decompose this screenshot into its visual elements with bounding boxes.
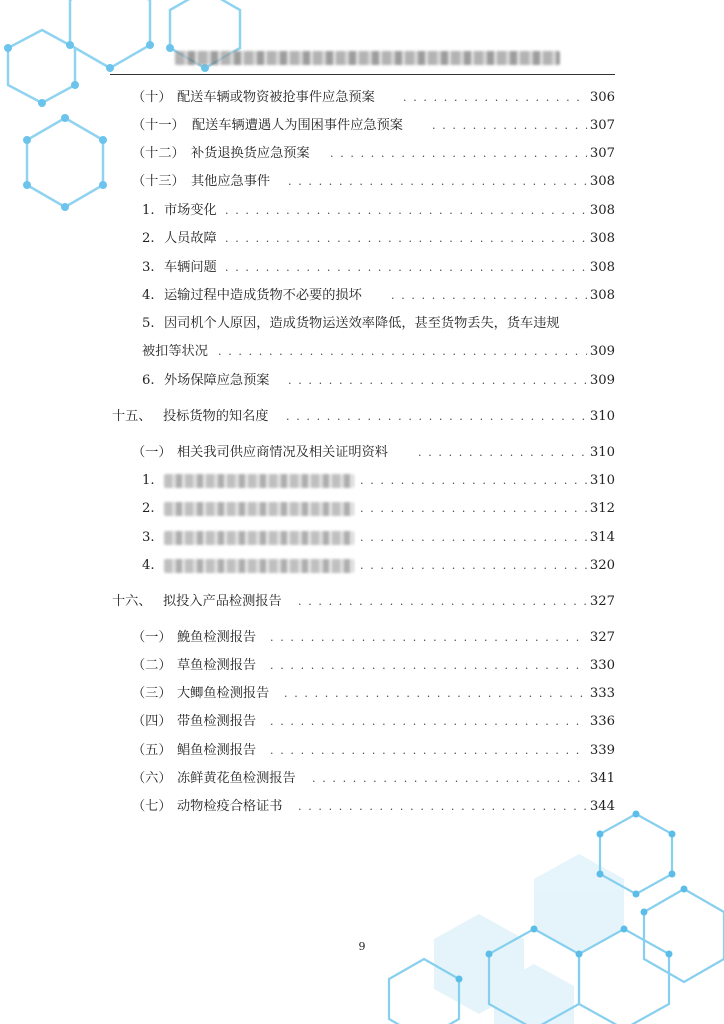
toc-entry[interactable] xyxy=(0,313,724,335)
toc-entry-page: 309 xyxy=(589,373,615,388)
toc-entry-title: 人员故障 xyxy=(164,231,217,246)
toc-entry-number: 十五、 xyxy=(112,409,152,424)
toc-entry[interactable] xyxy=(0,370,724,392)
toc-leader-dots xyxy=(288,370,587,392)
toc-entry-number: （二） xyxy=(132,658,172,673)
toc-entry[interactable] xyxy=(0,498,724,520)
toc-entry-title: 草鱼检测报告 xyxy=(177,658,257,673)
toc-leader-dots xyxy=(418,442,587,464)
toc-entry-title: 相关我司供应商情况及相关证明资料 xyxy=(177,445,388,460)
toc-entry-page: 320 xyxy=(589,558,615,573)
toc-entry-number: 十六、 xyxy=(112,594,152,609)
toc-entry-number: （十三） xyxy=(132,174,185,189)
toc-entry[interactable] xyxy=(0,555,724,577)
toc-entry[interactable] xyxy=(0,655,724,677)
toc-entry-number: （三） xyxy=(132,686,172,701)
toc-entry-title: 车辆问题 xyxy=(164,260,217,275)
toc-leader-dots xyxy=(225,257,587,279)
toc-leader-dots xyxy=(270,655,587,677)
toc-entry-number: 1. xyxy=(142,473,155,488)
header-rule xyxy=(110,74,615,75)
toc-entry-title: 外场保障应急预案 xyxy=(164,373,270,388)
toc-leader-dots xyxy=(360,527,587,549)
toc-entry-title: 大鲫鱼检测报告 xyxy=(177,686,270,701)
toc-leader-dots xyxy=(270,627,587,649)
toc-section[interactable] xyxy=(0,591,724,613)
toc-entry[interactable] xyxy=(0,171,724,193)
toc-entry-page: 330 xyxy=(589,658,615,673)
toc-entry-page: 307 xyxy=(589,118,615,133)
toc-entry-title: 被扣等状况 xyxy=(142,344,208,359)
toc-entry[interactable] xyxy=(0,527,724,549)
toc-leader-dots xyxy=(225,228,587,250)
toc-entry-title: 投标货物的知名度 xyxy=(163,409,269,424)
toc-entry-title: 配送车辆遭遇人为围困事件应急预案 xyxy=(192,118,403,133)
toc-entry[interactable] xyxy=(0,627,724,649)
toc-section[interactable] xyxy=(0,406,724,428)
toc-leader-dots xyxy=(432,115,587,137)
toc-entry-page: 327 xyxy=(589,630,615,645)
toc-entry-title: 拟投入产品检测报告 xyxy=(163,594,282,609)
toc-entry-number: 1. xyxy=(142,203,155,218)
toc-entry-number: （十一） xyxy=(132,118,185,133)
toc-entry-page: 310 xyxy=(589,473,615,488)
toc-entry-title: 动物检疫合格证书 xyxy=(177,799,283,814)
toc-entry-page: 344 xyxy=(589,799,615,814)
toc-entry[interactable] xyxy=(0,442,724,464)
toc-entry-title: 补货退换货应急预案 xyxy=(191,146,310,161)
toc-leader-dots xyxy=(284,683,587,705)
toc-entry-page: 310 xyxy=(589,445,615,460)
toc-entry-page: 336 xyxy=(589,714,615,729)
toc-entry[interactable] xyxy=(0,143,724,165)
toc-entry-title: 运输过程中造成货物不必要的损坏 xyxy=(164,288,362,303)
toc-entry-title-redacted xyxy=(164,498,354,524)
toc-entry-page: 327 xyxy=(589,594,615,609)
toc-entry[interactable] xyxy=(0,228,724,250)
toc-leader-dots xyxy=(298,591,587,613)
toc-entry-number: 4. xyxy=(142,558,155,573)
toc-leader-dots xyxy=(312,768,587,790)
toc-entry-number: 2. xyxy=(142,501,155,516)
toc-entry-page: 308 xyxy=(589,231,615,246)
toc-entry-number: 5. xyxy=(142,316,155,331)
toc-entry-page: 312 xyxy=(589,501,615,516)
toc-entry-number: （十二） xyxy=(132,146,185,161)
toc-leader-dots xyxy=(225,200,587,222)
toc-entry-page: 308 xyxy=(589,174,615,189)
hexagon-decoration-bottom xyxy=(384,794,724,1024)
toc-entry-continuation[interactable] xyxy=(0,341,724,363)
toc-entry-page: 308 xyxy=(589,203,615,218)
toc-leader-dots xyxy=(403,87,587,109)
toc-entry-page: 339 xyxy=(589,743,615,758)
toc-entry[interactable] xyxy=(0,285,724,307)
toc-entry-number: （五） xyxy=(132,743,172,758)
toc-entry-number: 4. xyxy=(142,288,155,303)
toc-entry-title: 鮸鱼检测报告 xyxy=(177,630,257,645)
toc-entry-page: 308 xyxy=(589,260,615,275)
toc-entry[interactable] xyxy=(0,115,724,137)
toc-entry-number: 3. xyxy=(142,260,155,275)
toc-entry-title-redacted xyxy=(164,527,354,553)
toc-entry-number: （六） xyxy=(132,771,172,786)
toc-entry-number: 6. xyxy=(142,373,155,388)
toc-entry-title: 配送车辆或物资被抢事件应急预案 xyxy=(177,90,375,105)
toc-entry-number: 2. xyxy=(142,231,155,246)
toc-leader-dots xyxy=(286,406,587,428)
toc-entry-number: 3. xyxy=(142,530,155,545)
page-number: 9 xyxy=(358,940,366,953)
toc-entry-number: （一） xyxy=(132,630,172,645)
toc-entry[interactable] xyxy=(0,768,724,790)
toc-entry-number: （十） xyxy=(132,90,172,105)
toc-leader-dots xyxy=(270,711,587,733)
toc-entry-title: 因司机个人原因，造成货物运送效率降低，甚至货物丢失，货车违规 xyxy=(164,316,560,331)
toc-entry-page: 306 xyxy=(589,90,615,105)
toc-entry-number: （一） xyxy=(132,445,172,460)
toc-entry-page: 341 xyxy=(589,771,615,786)
toc-entry[interactable] xyxy=(0,683,724,705)
toc-entry-page: 310 xyxy=(589,409,615,424)
toc-leader-dots xyxy=(288,171,587,193)
toc-leader-dots xyxy=(270,740,587,762)
toc-entry[interactable] xyxy=(0,796,724,818)
toc-entry[interactable] xyxy=(0,740,724,762)
toc-leader-dots xyxy=(218,341,587,363)
toc-entry-page: 333 xyxy=(589,686,615,701)
toc-entry-title-redacted xyxy=(164,555,354,581)
toc-entry[interactable] xyxy=(0,711,724,733)
toc-entry-title: 市场变化 xyxy=(164,203,217,218)
document-header-redacted xyxy=(175,51,560,65)
toc-leader-dots xyxy=(298,796,587,818)
toc-entry-title: 带鱼检测报告 xyxy=(177,714,257,729)
toc-leader-dots xyxy=(360,470,587,492)
toc-entry-title-redacted xyxy=(164,470,354,496)
toc-entry-title: 鲳鱼检测报告 xyxy=(177,743,257,758)
toc-entry-page: 308 xyxy=(589,288,615,303)
toc-leader-dots xyxy=(360,555,587,577)
toc-entry-title: 其他应急事件 xyxy=(191,174,271,189)
toc-leader-dots xyxy=(330,143,587,165)
toc-entry-page: 309 xyxy=(589,344,615,359)
toc-entry-title: 冻鲜黄花鱼检测报告 xyxy=(177,771,296,786)
toc-entry[interactable] xyxy=(0,200,724,222)
toc-entry-page: 307 xyxy=(589,146,615,161)
toc-entry[interactable] xyxy=(0,87,724,109)
toc-leader-dots xyxy=(391,285,587,307)
toc-entry-number: （四） xyxy=(132,714,172,729)
toc-entry-page: 314 xyxy=(589,530,615,545)
toc-entry[interactable] xyxy=(0,257,724,279)
toc-leader-dots xyxy=(360,498,587,520)
toc-entry[interactable] xyxy=(0,470,724,492)
toc-entry-number: （七） xyxy=(132,799,172,814)
